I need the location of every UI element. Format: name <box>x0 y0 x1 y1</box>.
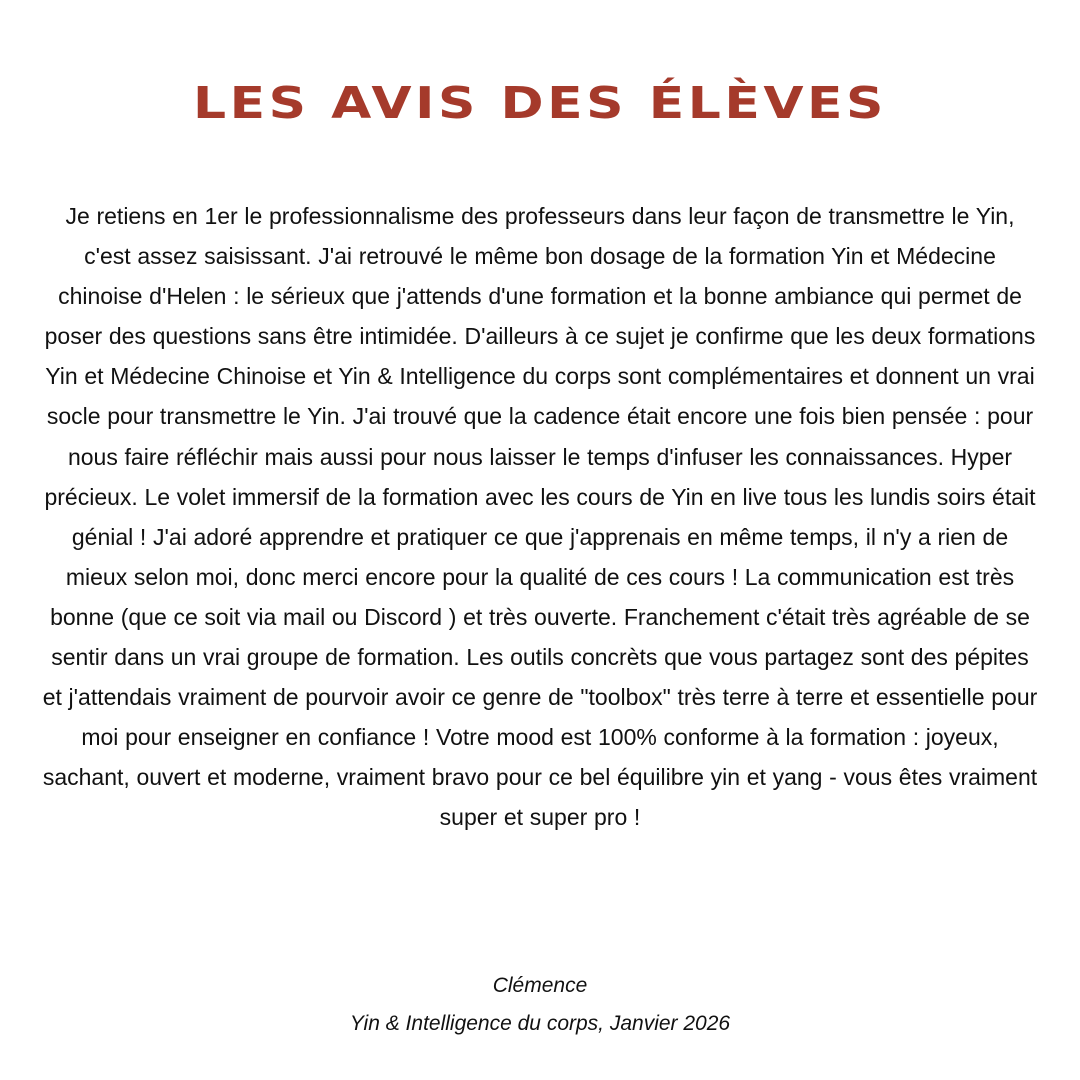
testimonial-text: Je retiens en 1er le professionnalisme des professeurs dans leur façon de transmettre le Yin, c'est assez saisissant. J'ai retrouvé le même bon dosage de la formation Yin et Médecine chinoise d'Helen : le sérieux que j'attends d'une formation et la bonne ambiance qui permet de poser des questions sans être intimidée. D'ailleurs à ce sujet je confirme que les deux formations Yin et Médecine Chinoise et Yin & Intelligence du corps sont complémentaires et donnent un vrai socle pour transmettre le Yin. J'ai trouvé que la cadence était encore une fois bien pensée : pour nous faire réfléchir mais aussi pour nous laisser le temps d'infuser les connaissances. Hyper précieux. Le volet immersif de la formation avec les cours de Yin en live tous les lundis soirs était génial ! J'ai adoré apprendre et pratiquer ce que j'apprenais en même temps, il n'y a rien de mieux selon moi, donc merci encore pour la qualité de ces cours ! La communication est très bonne (que ce soit via mail ou Discord ) et très ouverte. Franchement c'était très agréable de se sentir dans un vrai groupe de formation. Les outils concrèts que vous partagez sont des pépites et j'attendais vraiment de pourvoir avoir ce genre de "toolbox" très terre à terre et essentielle pour moi pour enseigner en confiance ! Votre mood est 100% conforme à la formation : joyeux, sachant, ouvert et moderne, vraiment bravo pour ce bel équilibre yin et yang - vous êtes vraiment super et super pro ! <box>42 203 1038 831</box>
testimonial-course-date: Yin & Intelligence du corps, Janvier 2026 <box>349 1012 731 1035</box>
page-title: LES AVIS DES ÉLÈVES <box>192 78 887 129</box>
testimonial-author: Clémence <box>492 974 588 997</box>
